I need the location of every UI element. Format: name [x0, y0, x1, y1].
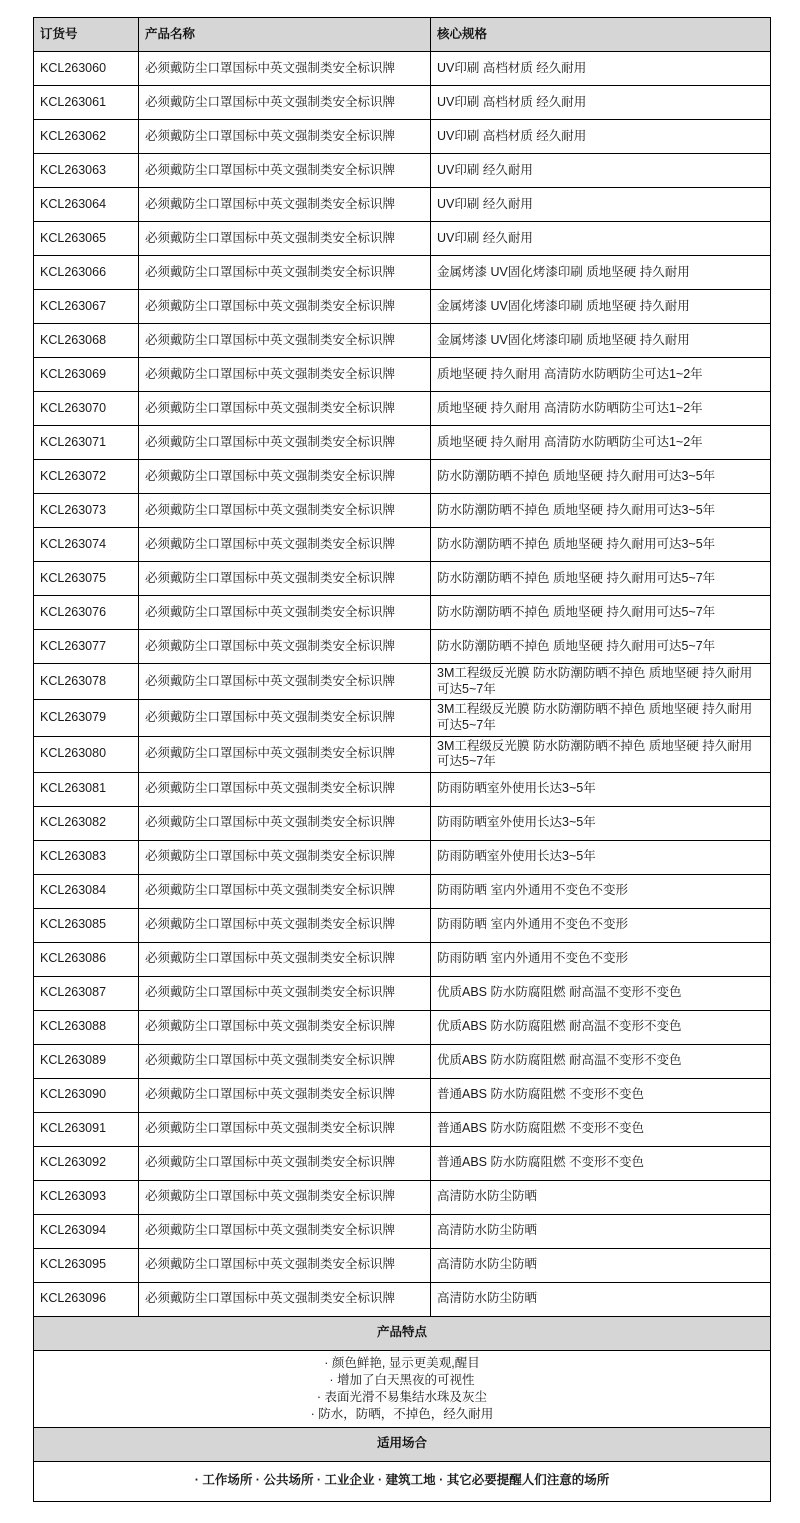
product-name-cell: 必须戴防尘口罩国标中英文强制类安全标识牌 — [139, 874, 431, 908]
order-no-cell: KCL263066 — [34, 256, 139, 290]
order-no-cell: KCL263077 — [34, 630, 139, 664]
product-name-cell: 必须戴防尘口罩国标中英文强制类安全标识牌 — [139, 1214, 431, 1248]
spec-cell: 3M工程级反光膜 防水防潮防晒不掉色 质地坚硬 持久耐用可达5~7年 — [431, 736, 771, 772]
spec-cell: UV印刷 高档材质 经久耐用 — [431, 86, 771, 120]
order-no-cell: KCL263086 — [34, 942, 139, 976]
spec-cell: 防水防潮防晒不掉色 质地坚硬 持久耐用可达5~7年 — [431, 596, 771, 630]
table-row — [34, 840, 771, 874]
product-name-cell: 必须戴防尘口罩国标中英文强制类安全标识牌 — [139, 256, 431, 290]
table-row — [34, 86, 771, 120]
spec-cell: 高清防水防尘防晒 — [431, 1214, 771, 1248]
table-row — [34, 562, 771, 596]
product-name-cell: 必须戴防尘口罩国标中英文强制类安全标识牌 — [139, 840, 431, 874]
table-row — [34, 1044, 771, 1078]
order-no-cell: KCL263079 — [34, 700, 139, 736]
table-row — [34, 392, 771, 426]
spec-cell: 防水防潮防晒不掉色 质地坚硬 持久耐用可达5~7年 — [431, 630, 771, 664]
spec-cell: 防雨防晒室外使用长达3~5年 — [431, 840, 771, 874]
spec-cell: 普通ABS 防水防腐阻燃 不变形不变色 — [431, 1112, 771, 1146]
table-row — [34, 942, 771, 976]
spec-cell: UV印刷 高档材质 经久耐用 — [431, 120, 771, 154]
order-no-cell: KCL263065 — [34, 222, 139, 256]
order-no-cell: KCL263093 — [34, 1180, 139, 1214]
spec-cell: 优质ABS 防水防腐阻燃 耐高温不变形不变色 — [431, 1044, 771, 1078]
order-no-cell: KCL263096 — [34, 1282, 139, 1316]
order-no-cell: KCL263083 — [34, 840, 139, 874]
header-row — [34, 18, 771, 52]
column-header-order-no: 订货号 — [34, 18, 139, 52]
feature-item: · 防水，防晒，不掉色，经久耐用 — [310, 1406, 494, 1421]
table-row — [34, 1112, 771, 1146]
features-header-row — [34, 1316, 771, 1350]
table-row — [34, 52, 771, 86]
order-no-cell: KCL263074 — [34, 528, 139, 562]
order-no-cell: KCL263090 — [34, 1078, 139, 1112]
spec-cell: 金属烤漆 UV固化烤漆印刷 质地坚硬 持久耐用 — [431, 256, 771, 290]
product-name-cell: 必须戴防尘口罩国标中英文强制类安全标识牌 — [139, 596, 431, 630]
order-no-cell: KCL263095 — [34, 1248, 139, 1282]
features-list — [34, 1350, 771, 1427]
table-row — [34, 1282, 771, 1316]
product-name-cell: 必须戴防尘口罩国标中英文强制类安全标识牌 — [139, 222, 431, 256]
product-name-cell: 必须戴防尘口罩国标中英文强制类安全标识牌 — [139, 426, 431, 460]
spec-cell: 3M工程级反光膜 防水防潮防晒不掉色 质地坚硬 持久耐用可达5~7年 — [431, 664, 771, 700]
order-no-cell: KCL263073 — [34, 494, 139, 528]
order-no-cell: KCL263064 — [34, 188, 139, 222]
order-no-cell: KCL263094 — [34, 1214, 139, 1248]
order-no-cell: KCL263091 — [34, 1112, 139, 1146]
order-no-cell: KCL263068 — [34, 324, 139, 358]
spec-cell: 防水防潮防晒不掉色 质地坚硬 持久耐用可达3~5年 — [431, 460, 771, 494]
features-section-title: 产品特点 — [34, 1316, 771, 1350]
order-no-cell: KCL263078 — [34, 664, 139, 700]
spec-cell: 高清防水防尘防晒 — [431, 1180, 771, 1214]
order-no-cell: KCL263062 — [34, 120, 139, 154]
product-name-cell: 必须戴防尘口罩国标中英文强制类安全标识牌 — [139, 664, 431, 700]
order-no-cell: KCL263069 — [34, 358, 139, 392]
order-no-cell: KCL263067 — [34, 290, 139, 324]
product-name-cell: 必须戴防尘口罩国标中英文强制类安全标识牌 — [139, 1044, 431, 1078]
product-spec-table — [33, 17, 771, 1502]
product-name-cell: 必须戴防尘口罩国标中英文强制类安全标识牌 — [139, 976, 431, 1010]
table-row — [34, 1078, 771, 1112]
product-name-cell: 必须戴防尘口罩国标中英文强制类安全标识牌 — [139, 700, 431, 736]
order-no-cell: KCL263076 — [34, 596, 139, 630]
spec-cell: 质地坚硬 持久耐用 高清防水防晒防尘可达1~2年 — [431, 426, 771, 460]
order-no-cell: KCL263072 — [34, 460, 139, 494]
table-row — [34, 528, 771, 562]
order-no-cell: KCL263082 — [34, 806, 139, 840]
order-no-cell: KCL263080 — [34, 736, 139, 772]
spec-cell: UV印刷 经久耐用 — [431, 222, 771, 256]
table-header — [34, 18, 771, 52]
table-row — [34, 596, 771, 630]
table-row — [34, 256, 771, 290]
features-body-row — [34, 1350, 771, 1427]
spec-cell: 防雨防晒室外使用长达3~5年 — [431, 772, 771, 806]
column-header-product-name: 产品名称 — [139, 18, 431, 52]
product-name-cell: 必须戴防尘口罩国标中英文强制类安全标识牌 — [139, 460, 431, 494]
product-name-cell: 必须戴防尘口罩国标中英文强制类安全标识牌 — [139, 1146, 431, 1180]
table-row — [34, 426, 771, 460]
order-no-cell: KCL263087 — [34, 976, 139, 1010]
order-no-cell: KCL263089 — [34, 1044, 139, 1078]
spec-cell: 防水防潮防晒不掉色 质地坚硬 持久耐用可达3~5年 — [431, 494, 771, 528]
table-row — [34, 630, 771, 664]
table-row — [34, 1180, 771, 1214]
product-name-cell: 必须戴防尘口罩国标中英文强制类安全标识牌 — [139, 392, 431, 426]
product-name-cell: 必须戴防尘口罩国标中英文强制类安全标识牌 — [139, 494, 431, 528]
table-row — [34, 1248, 771, 1282]
table-body — [34, 52, 771, 1317]
table-row — [34, 1214, 771, 1248]
feature-item: · 增加了白天黑夜的可视性 — [329, 1372, 475, 1387]
spec-cell: 防雨防晒室外使用长达3~5年 — [431, 806, 771, 840]
spec-cell: 3M工程级反光膜 防水防潮防晒不掉色 质地坚硬 持久耐用可达5~7年 — [431, 700, 771, 736]
table-row — [34, 358, 771, 392]
order-no-cell: KCL263070 — [34, 392, 139, 426]
order-no-cell: KCL263075 — [34, 562, 139, 596]
product-name-cell: 必须戴防尘口罩国标中英文强制类安全标识牌 — [139, 772, 431, 806]
product-name-cell: 必须戴防尘口罩国标中英文强制类安全标识牌 — [139, 154, 431, 188]
feature-item: · 表面光滑不易集结水珠及灰尘 — [316, 1389, 488, 1404]
product-name-cell: 必须戴防尘口罩国标中英文强制类安全标识牌 — [139, 908, 431, 942]
occasions-body-row — [34, 1461, 771, 1501]
spec-cell: 金属烤漆 UV固化烤漆印刷 质地坚硬 持久耐用 — [431, 290, 771, 324]
table-row — [34, 154, 771, 188]
spec-cell: 普通ABS 防水防腐阻燃 不变形不变色 — [431, 1078, 771, 1112]
occasions-section-title: 适用场合 — [34, 1427, 771, 1461]
product-name-cell: 必须戴防尘口罩国标中英文强制类安全标识牌 — [139, 188, 431, 222]
product-name-cell: 必须戴防尘口罩国标中英文强制类安全标识牌 — [139, 358, 431, 392]
table-row — [34, 976, 771, 1010]
feature-item: · 颜色鲜艳, 显示更美观,醒目 — [324, 1355, 480, 1370]
order-no-cell: KCL263084 — [34, 874, 139, 908]
spec-cell: 质地坚硬 持久耐用 高清防水防晒防尘可达1~2年 — [431, 358, 771, 392]
spec-cell: 普通ABS 防水防腐阻燃 不变形不变色 — [431, 1146, 771, 1180]
product-name-cell: 必须戴防尘口罩国标中英文强制类安全标识牌 — [139, 1282, 431, 1316]
table-row — [34, 188, 771, 222]
occasions-header-row — [34, 1427, 771, 1461]
table-row — [34, 736, 771, 772]
table-row — [34, 494, 771, 528]
table-row — [34, 460, 771, 494]
product-name-cell: 必须戴防尘口罩国标中英文强制类安全标识牌 — [139, 1248, 431, 1282]
table-row — [34, 908, 771, 942]
table-row — [34, 290, 771, 324]
product-name-cell: 必须戴防尘口罩国标中英文强制类安全标识牌 — [139, 528, 431, 562]
product-name-cell: 必须戴防尘口罩国标中英文强制类安全标识牌 — [139, 562, 431, 596]
order-no-cell: KCL263063 — [34, 154, 139, 188]
table-row — [34, 1146, 771, 1180]
product-name-cell: 必须戴防尘口罩国标中英文强制类安全标识牌 — [139, 1010, 431, 1044]
product-name-cell: 必须戴防尘口罩国标中英文强制类安全标识牌 — [139, 1180, 431, 1214]
order-no-cell: KCL263085 — [34, 908, 139, 942]
spec-cell: 高清防水防尘防晒 — [431, 1282, 771, 1316]
spec-cell: 质地坚硬 持久耐用 高清防水防晒防尘可达1~2年 — [431, 392, 771, 426]
table-row — [34, 324, 771, 358]
order-no-cell: KCL263060 — [34, 52, 139, 86]
spec-cell: 防雨防晒 室内外通用不变色不变形 — [431, 908, 771, 942]
table-row — [34, 874, 771, 908]
product-name-cell: 必须戴防尘口罩国标中英文强制类安全标识牌 — [139, 1112, 431, 1146]
table-row — [34, 806, 771, 840]
product-name-cell: 必须戴防尘口罩国标中英文强制类安全标识牌 — [139, 120, 431, 154]
product-name-cell: 必须戴防尘口罩国标中英文强制类安全标识牌 — [139, 736, 431, 772]
product-name-cell: 必须戴防尘口罩国标中英文强制类安全标识牌 — [139, 630, 431, 664]
table-row — [34, 772, 771, 806]
table-sections — [34, 1316, 771, 1501]
column-header-core-spec: 核心规格 — [431, 18, 771, 52]
product-name-cell: 必须戴防尘口罩国标中英文强制类安全标识牌 — [139, 942, 431, 976]
order-no-cell: KCL263081 — [34, 772, 139, 806]
spec-cell: 防雨防晒 室内外通用不变色不变形 — [431, 942, 771, 976]
table-row — [34, 222, 771, 256]
spec-cell: 防水防潮防晒不掉色 质地坚硬 持久耐用可达5~7年 — [431, 562, 771, 596]
table-row — [34, 1010, 771, 1044]
spec-cell: 高清防水防尘防晒 — [431, 1248, 771, 1282]
order-no-cell: KCL263092 — [34, 1146, 139, 1180]
order-no-cell: KCL263088 — [34, 1010, 139, 1044]
product-name-cell: 必须戴防尘口罩国标中英文强制类安全标识牌 — [139, 52, 431, 86]
spec-cell: UV印刷 高档材质 经久耐用 — [431, 52, 771, 86]
spec-cell: UV印刷 经久耐用 — [431, 188, 771, 222]
order-no-cell: KCL263071 — [34, 426, 139, 460]
occasions-text: · 工作场所 · 公共场所 · 工业企业 · 建筑工地 · 其它必要提醒人们注意的场所 — [34, 1461, 771, 1501]
table-row — [34, 700, 771, 736]
spec-cell: 金属烤漆 UV固化烤漆印刷 质地坚硬 持久耐用 — [431, 324, 771, 358]
spec-cell: 防水防潮防晒不掉色 质地坚硬 持久耐用可达3~5年 — [431, 528, 771, 562]
product-name-cell: 必须戴防尘口罩国标中英文强制类安全标识牌 — [139, 806, 431, 840]
product-name-cell: 必须戴防尘口罩国标中英文强制类安全标识牌 — [139, 290, 431, 324]
product-name-cell: 必须戴防尘口罩国标中英文强制类安全标识牌 — [139, 324, 431, 358]
spec-cell: 防雨防晒 室内外通用不变色不变形 — [431, 874, 771, 908]
table-row — [34, 120, 771, 154]
spec-cell: 优质ABS 防水防腐阻燃 耐高温不变形不变色 — [431, 976, 771, 1010]
order-no-cell: KCL263061 — [34, 86, 139, 120]
spec-cell: 优质ABS 防水防腐阻燃 耐高温不变形不变色 — [431, 1010, 771, 1044]
product-name-cell: 必须戴防尘口罩国标中英文强制类安全标识牌 — [139, 86, 431, 120]
product-name-cell: 必须戴防尘口罩国标中英文强制类安全标识牌 — [139, 1078, 431, 1112]
spec-cell: UV印刷 经久耐用 — [431, 154, 771, 188]
table-row — [34, 664, 771, 700]
